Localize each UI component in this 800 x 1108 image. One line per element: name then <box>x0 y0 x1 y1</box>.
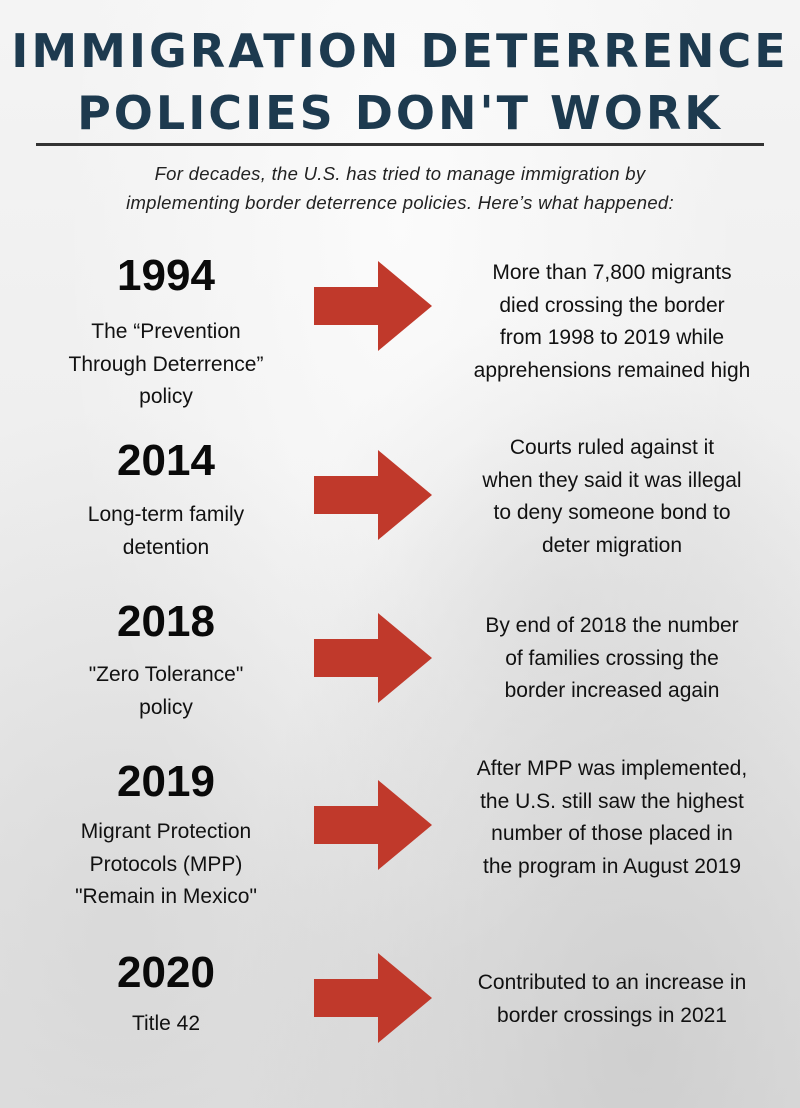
policy-description <box>36 1008 296 1041</box>
year-label: 2018 <box>117 597 215 646</box>
year-label: 2020 <box>117 948 215 997</box>
policy-line: Through Deterrence” <box>68 352 264 376</box>
outcome-line: number of those placed in <box>491 822 733 845</box>
outcome-description <box>447 610 777 708</box>
outcome-description <box>447 753 777 883</box>
policy-description <box>36 659 296 724</box>
outcome-line: the program in August 2019 <box>482 854 741 878</box>
outcome-line: Contributed to an increase in <box>477 971 747 994</box>
outcome-description <box>447 257 777 387</box>
policy-line: The “Prevention <box>91 320 241 343</box>
outcome-line: of families crossing the <box>505 646 719 670</box>
outcome-line: After MPP was implemented, <box>476 757 748 780</box>
outcome-line: More than 7,800 migrants <box>492 261 732 284</box>
subtitle-line-1: For decades, the U.S. has tried to manage immigration by <box>154 163 646 184</box>
policy-line: "Remain in Mexico" <box>75 885 257 908</box>
outcome-line: deter migration <box>541 533 683 557</box>
outcome-line: border crossings in 2021 <box>497 1003 727 1027</box>
year-label: 1994 <box>117 251 215 300</box>
title-line-2: POLICIES DON'T WORK <box>77 86 723 140</box>
year-label: 2014 <box>117 436 215 485</box>
outcome-description <box>447 967 777 1032</box>
outcome-line: apprehensions remained high <box>473 358 751 382</box>
outcome-line: the U.S. still saw the highest <box>480 789 744 813</box>
outcome-line: border increased again <box>504 679 720 702</box>
policy-description <box>36 816 296 914</box>
policy-line: Migrant Protection <box>80 820 252 843</box>
title-divider <box>36 143 764 146</box>
policy-line: Long-term family <box>87 503 245 526</box>
outcome-line: to deny someone bond to <box>493 501 731 524</box>
subtitle-line-2: implementing border deterrence policies. Here’s what happened: <box>126 192 674 213</box>
policy-line: Title 42 <box>131 1012 201 1035</box>
right-arrow-icon <box>314 261 432 351</box>
policy-line: Protocols (MPP) <box>89 852 243 876</box>
policy-line: policy <box>139 695 193 719</box>
year-label: 2019 <box>117 757 215 806</box>
right-arrow-icon <box>314 450 432 540</box>
policy-description <box>36 499 296 564</box>
right-arrow-icon <box>314 953 432 1043</box>
policy-line: detention <box>122 535 210 559</box>
outcome-line: died crossing the border <box>499 293 725 317</box>
title-line-1: IMMIGRATION DETERRENCE <box>11 24 789 78</box>
outcome-line: from 1998 to 2019 while <box>499 326 725 349</box>
outcome-line: Courts ruled against it <box>509 436 715 459</box>
policy-line: policy <box>139 385 193 408</box>
outcome-line: when they said it was illegal <box>482 468 742 492</box>
policy-description <box>36 316 296 414</box>
outcome-description <box>447 432 777 562</box>
outcome-line: By end of 2018 the number <box>485 614 739 637</box>
policy-line: "Zero Tolerance" <box>88 663 244 686</box>
right-arrow-icon <box>314 613 432 703</box>
right-arrow-icon <box>314 780 432 870</box>
